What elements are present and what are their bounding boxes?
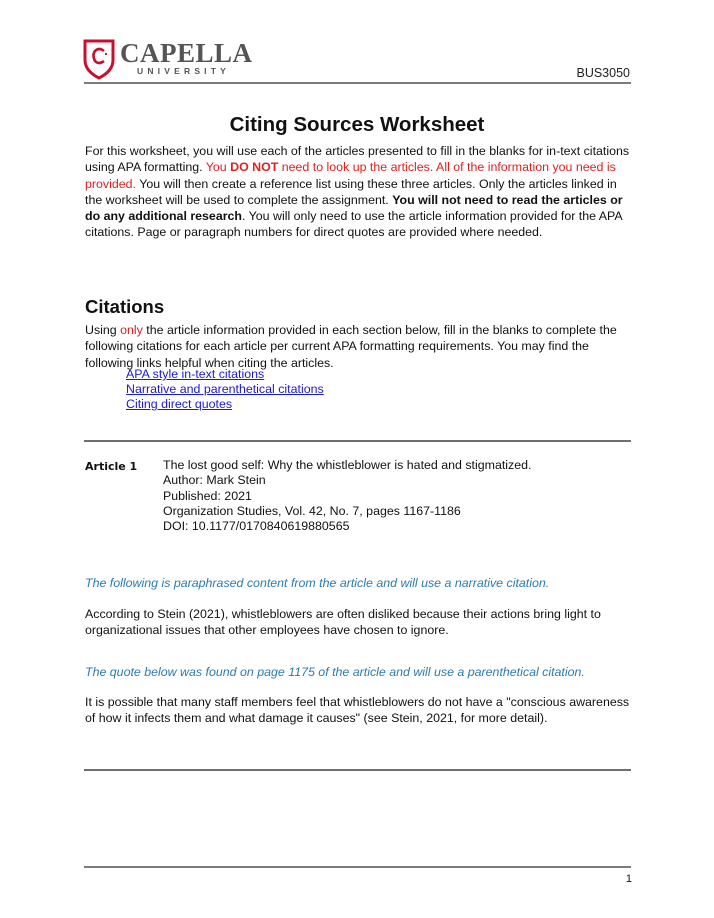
capella-logo bbox=[83, 38, 253, 80]
header-divider bbox=[84, 82, 631, 84]
quote-note: The quote below was found on page 1175 of the article and will use a parenthetical citation. bbox=[85, 665, 585, 679]
intro-text: You will then create a reference list using these three articles. Only the articles linked in the worksheet will be used to complete the assignment. bbox=[85, 176, 617, 207]
article-title: The lost good self: Why the whistleblower is hated and stigmatized. bbox=[163, 458, 532, 472]
citations-red-text: only bbox=[120, 323, 143, 337]
link-citing-direct-quotes[interactable]: Citing direct quotes bbox=[126, 397, 233, 411]
section-divider bbox=[84, 440, 631, 442]
article-label: Article 1 bbox=[85, 460, 138, 473]
citations-paragraph bbox=[85, 322, 635, 371]
citations-text: Using bbox=[85, 323, 121, 337]
logo-wordmark: CAPELLA bbox=[120, 38, 253, 68]
link-apa-in-text-citations[interactable]: APA style in-text citations bbox=[126, 367, 265, 381]
intro-red-text: need to look up the articles. All of the information you need is provided. bbox=[85, 160, 616, 191]
article-author: Author: Mark Stein bbox=[163, 473, 266, 488]
course-code: BUS3050 bbox=[576, 66, 630, 80]
page-title: Citing Sources Worksheet bbox=[229, 113, 485, 136]
intro-text: . You will only need to use the article information provided for the APA citations. Page or paragraph numbers for direct quotes are provided where needed. bbox=[85, 209, 622, 240]
article-info bbox=[163, 458, 531, 534]
paraphrase-note: The following is paraphrased content from the article and will use a narrative citation. bbox=[85, 576, 550, 590]
intro-paragraph bbox=[85, 143, 635, 241]
article-published: Published: 2021 bbox=[163, 488, 252, 503]
intro-red-text: You bbox=[205, 160, 231, 175]
logo-subtitle: UNIVERSITY bbox=[137, 66, 231, 76]
page-number: 1 bbox=[625, 873, 632, 885]
quote-paragraph: It is possible that many staff members feel that whistleblowers do not have a "conscious awareness of how it infects them and what damage it causes" (see Stein, 2021, for more detail). bbox=[85, 695, 630, 726]
intro-red-bold-text: DO NOT bbox=[230, 160, 279, 175]
intro-bold-text: You will not need to read the articles or do any additional research bbox=[85, 192, 623, 224]
article-journal: Organization Studies, Vol. 42, No. 7, pages 1167-1186 bbox=[163, 503, 461, 518]
citations-heading: Citations bbox=[85, 296, 165, 317]
section-divider bbox=[84, 769, 631, 771]
citations-text: the article information provided in each section below, fill in the blanks to complete the following citations for each article per current APA formatting requirements. You may find the following links helpful when citing the articles. bbox=[85, 323, 617, 370]
article-doi: DOI: 10.1177/0170840619880565 bbox=[163, 519, 350, 534]
intro-text: For this worksheet, you will use each of the articles presented to fill in the blanks for in-text citations using APA formatting. bbox=[85, 144, 630, 175]
paraphrase-paragraph: According to Stein (2021), whistleblowers are often disliked because their actions bring light to organizational issues that other employees have chosen to ignore. bbox=[85, 607, 601, 638]
link-narrative-parenthetical-citations[interactable]: Narrative and parenthetical citations bbox=[126, 382, 324, 396]
footer-divider bbox=[84, 866, 631, 868]
